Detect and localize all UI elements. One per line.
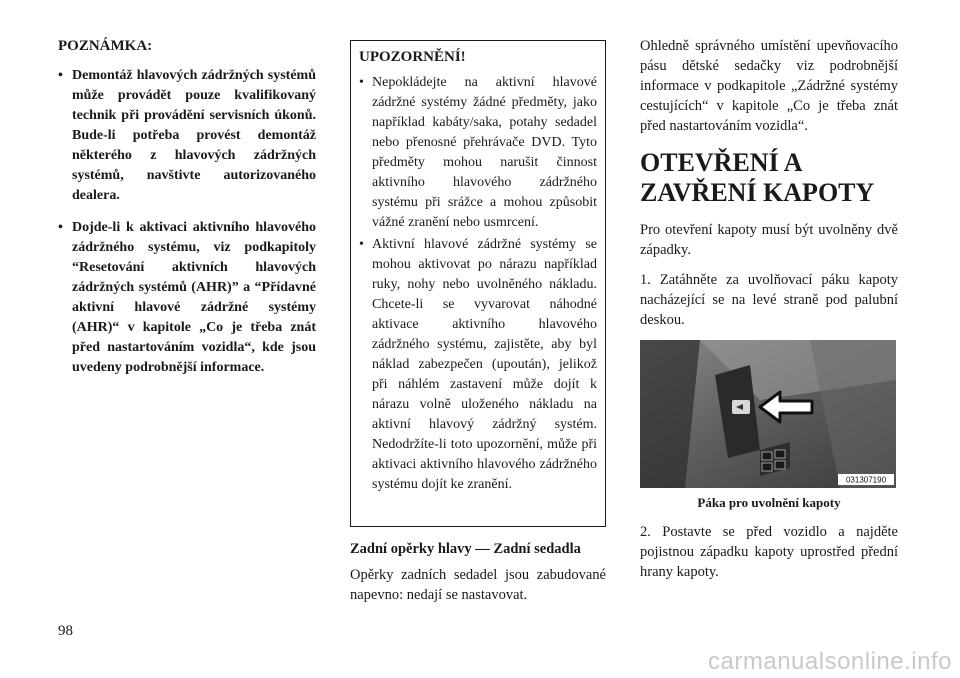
page-number: 98 [58,623,73,639]
intro-paragraph: Ohledně správného umístění upevňovacího pásu dětské sedačky viz podrobnější informace v podkapitole „Zádržné systémy cestujících“ v kapitole „Co je třeba znát před nastartováním vozidla“. [640,38,898,134]
hood-intro-paragraph: Pro otevření kapoty musí být uvolněny dvě západky. [640,222,898,258]
left-column [58,36,316,390]
warning-list [359,73,597,495]
hood-release-lever-photo [640,340,896,488]
section-title: OTEVŘENÍ A ZAVŘENÍ KAPOTY [640,148,875,207]
right-column [640,36,898,592]
warning-item: • Nepokládejte na aktivní hlavové zádržné systémy žádné předměty, jako například kabáty/saka, potahy sedadel nebo přenosné přehrávače DVD. Tyto předměty mohou narušit činnost aktivního hlavového zádržného systému při srážce a mohou způsobit vážné zranění nebo usmrcení. [359,73,597,233]
rear-headrest-heading: Zadní opěrky hlavy — Zadní sedadla [350,541,581,557]
hood-release-illustration [640,340,896,488]
warning-item: • Aktivní hlavové zádržné systémy se mohou aktivovat po nárazu například ruky, nohy nebo uvolněného nákladu. Chcete-li se vyvarovat náhodné aktivace aktivního hlavového zádržného systému, zajistěte, aby byl náklad zabezpečen (upoután), jelikož při náhlém zastavení může dojít k nárazu volně uloženého nákladu na aktivní hlavový zádržný systém. Nedodržíte-li toto upozornění, může při aktivaci aktivního hlavového zádržného systému dojít ke zranění. [359,235,597,495]
note-title: POZNÁMKA: [58,38,153,54]
rear-headrest-text: Opěrky zadních sedadel jsou zabudované napevno: nedají se nastavovat. [350,567,606,603]
watermark: carmanualsonline.info [708,648,952,675]
note-item: • Demontáž hlavových zádržných systémů může provádět pouze kvalifikovaný technik při provádění servisních úkonů. Bude-li potřeba provést demontáž některého z hlavových zádržných systémů, navštivte autorizovaného dealera. [58,66,316,206]
photo-caption: Páka pro uvolnění kapoty [697,495,841,510]
middle-column [350,36,606,615]
step-2: 2. Postavte se před vozidlo a najděte pojistnou západku kapoty uprostřed přední hrany kapoty. [640,524,898,580]
warning-box [350,40,606,527]
step-1: 1. Zatáhněte za uvolňovací páku kapoty nacházející se na levé straně pod palubní deskou. [640,272,898,328]
image-code-label: 031307190 [845,475,887,485]
note-list [58,66,316,378]
warning-title: UPOZORNĚNÍ! [359,49,466,65]
note-item: • Dojde-li k aktivaci aktivního hlavového zádržného systému, viz podkapitoly “Resetování aktivních hlavových zádržných systémů (AHR)” a “Přídavné aktivní hlavové zádržné systémy (AHR)“ v kapitole „Co je třeba znát před nastartováním vozidla“, kde jsou uvedeny podrobnější informace. [58,218,316,378]
